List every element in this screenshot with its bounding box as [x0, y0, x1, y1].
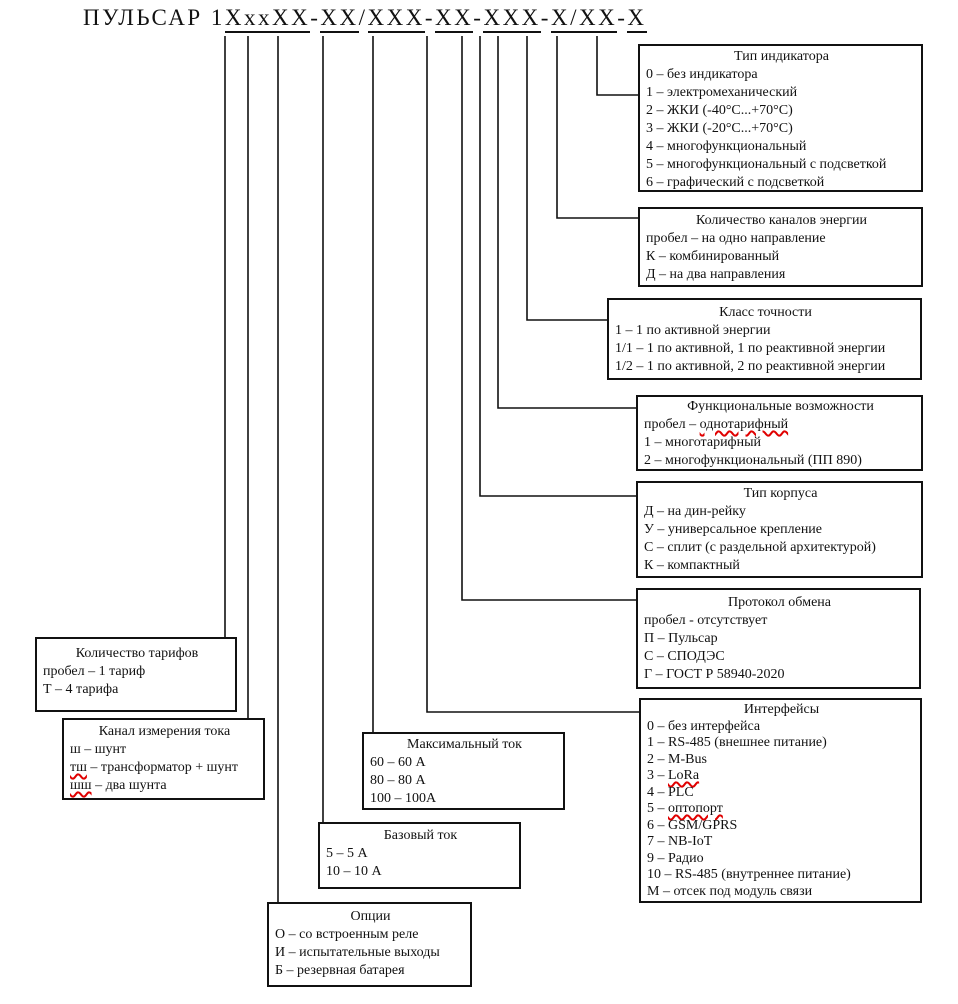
squiggle-word: тш: [70, 760, 87, 775]
box-accuracy-class: [607, 298, 922, 380]
box-title: Протокол обмена: [727, 595, 832, 610]
list-item: 6 – графический с подсветкой: [646, 175, 825, 190]
box-title: Канал измерения тока: [98, 724, 231, 739]
list-item: пробел – однотарифный: [644, 417, 789, 432]
list-item: Т – 4 тарифа: [43, 682, 119, 697]
code-segment: XXX: [483, 5, 540, 33]
list-item: П – Пульсар: [644, 631, 718, 646]
code-segment: -: [310, 5, 321, 30]
list-item: Д – на дин-рейку: [644, 504, 746, 519]
box-energy-channels: [638, 207, 923, 287]
list-item: О – со встроенным реле: [275, 927, 419, 942]
squiggle-word: оптопорт: [668, 801, 723, 816]
box-base-current: [318, 822, 521, 889]
box-items: [70, 741, 259, 795]
box-functionality: [636, 395, 923, 471]
box-indicator-type: [638, 44, 923, 192]
list-item: 6 – GSM/GPRS: [647, 817, 738, 833]
list-item: 60 – 60 А: [370, 755, 426, 770]
list-item: 0 – без интерфейса: [647, 718, 761, 734]
list-item: И – испытательные выходы: [275, 945, 440, 960]
list-item: 1 – RS-485 (внешнее питание): [647, 735, 827, 750]
list-item: ш – шунт: [70, 742, 127, 757]
list-item: 5 – многофункциональный с подсветкой: [646, 157, 887, 172]
list-item: 5 – оптопорт: [647, 801, 723, 816]
list-item: 2 – многофункциональный (ПП 890): [644, 453, 862, 468]
code-segment: X: [627, 5, 646, 33]
box-items: [647, 719, 916, 901]
list-item: К – комбинированный: [646, 249, 780, 264]
box-items: [646, 66, 917, 192]
box-title: Тип индикатора: [734, 49, 829, 64]
list-item: С – СПОДЭС: [644, 649, 725, 664]
code-segment: XXX: [368, 5, 425, 33]
box-title: Тип корпуса: [743, 486, 818, 501]
box-interfaces: [639, 698, 922, 903]
list-item: 3 – LoRa: [647, 768, 700, 783]
box-title: Опции: [350, 909, 391, 924]
box-protocol: [636, 588, 921, 689]
list-item: 0 – без индикатора: [646, 67, 758, 82]
box-items: [646, 230, 917, 284]
list-item: Г – ГОСТ Р 58940-2020: [644, 667, 785, 682]
box-items: [275, 926, 466, 980]
code-segment: XX: [435, 5, 473, 33]
box-title: Интерфейсы: [743, 702, 820, 717]
list-item: 10 – RS-485 (внутреннее питание): [647, 867, 851, 882]
list-item: 4 – многофункциональный: [646, 139, 807, 154]
box-current-channel: [62, 718, 265, 800]
box-items: [43, 663, 231, 699]
box-title: Базовый ток: [383, 828, 458, 843]
box-items: [644, 612, 915, 684]
code-segment: -: [617, 5, 628, 30]
box-tariffs: [35, 637, 237, 712]
code-segment: /: [358, 5, 368, 30]
box-items: [644, 416, 917, 470]
list-item: шш – два шунта: [70, 778, 167, 793]
list-item: Б – резервная батарея: [275, 963, 405, 978]
code-segment: -: [473, 5, 484, 30]
box-title: Количество каналов энергии: [695, 213, 868, 228]
list-item: 1/1 – 1 по активной, 1 по реактивной энергии: [615, 341, 886, 356]
box-title: Количество тарифов: [75, 646, 199, 661]
box-max-current: [362, 732, 565, 810]
list-item: 7 – NB-IoT: [647, 834, 713, 849]
box-items: [644, 503, 917, 575]
box-title: Функциональные возможности: [687, 399, 874, 414]
list-item: 9 – Радио: [647, 850, 704, 866]
code-segment: XX: [320, 5, 358, 33]
list-item: пробел – на одно направление: [646, 231, 826, 246]
list-item: К – компактный: [644, 558, 740, 573]
list-item: пробел - отсутствует: [644, 613, 768, 628]
box-items: [615, 322, 916, 376]
code-segment: X/XX: [551, 5, 617, 33]
squiggle-word: однотарифный: [699, 417, 789, 432]
box-housing-type: [636, 481, 923, 578]
list-item: У – универсальное крепление: [644, 522, 823, 537]
list-item: 1 – 1 по активной энергии: [615, 323, 771, 338]
list-item: 2 – ЖКИ (-40°С...+70°С): [646, 103, 793, 118]
list-item: 2 – M-Bus: [647, 751, 707, 767]
code-segment: ПУЛЬСАР 1: [83, 5, 225, 30]
list-item: пробел – 1 тариф: [43, 664, 146, 679]
code-segment: -: [540, 5, 551, 30]
list-item: 3 – ЖКИ (-20°С...+70°С): [646, 121, 793, 136]
list-item: 4 – PLC: [647, 784, 694, 800]
box-items: [370, 754, 559, 808]
box-title: Максимальный ток: [407, 737, 522, 752]
list-item: Д – на два направления: [646, 267, 786, 282]
squiggle-word: шш: [70, 778, 92, 793]
code-segment: XxxXX: [225, 5, 310, 33]
code-segment: -: [424, 5, 436, 30]
list-item: 100 – 100А: [370, 791, 437, 806]
list-item: 1/2 – 1 по активной, 2 по реактивной энергии: [615, 359, 886, 374]
list-item: 5 – 5 А: [326, 846, 368, 861]
box-items: [326, 845, 515, 881]
list-item: М – отсек под модуль связи: [647, 883, 813, 899]
list-item: 80 – 80 А: [370, 773, 426, 788]
squiggle-word: LoRa: [668, 768, 700, 783]
list-item: 1 – многотарифный: [644, 435, 762, 450]
list-item: тш – трансформатор + шунт: [70, 760, 238, 775]
list-item: 10 – 10 А: [326, 864, 382, 879]
list-item: С – сплит (с раздельной архитектурой): [644, 540, 876, 555]
box-options: [267, 902, 472, 987]
box-title: Класс точности: [719, 305, 812, 320]
list-item: 1 – электромеханический: [646, 85, 798, 100]
